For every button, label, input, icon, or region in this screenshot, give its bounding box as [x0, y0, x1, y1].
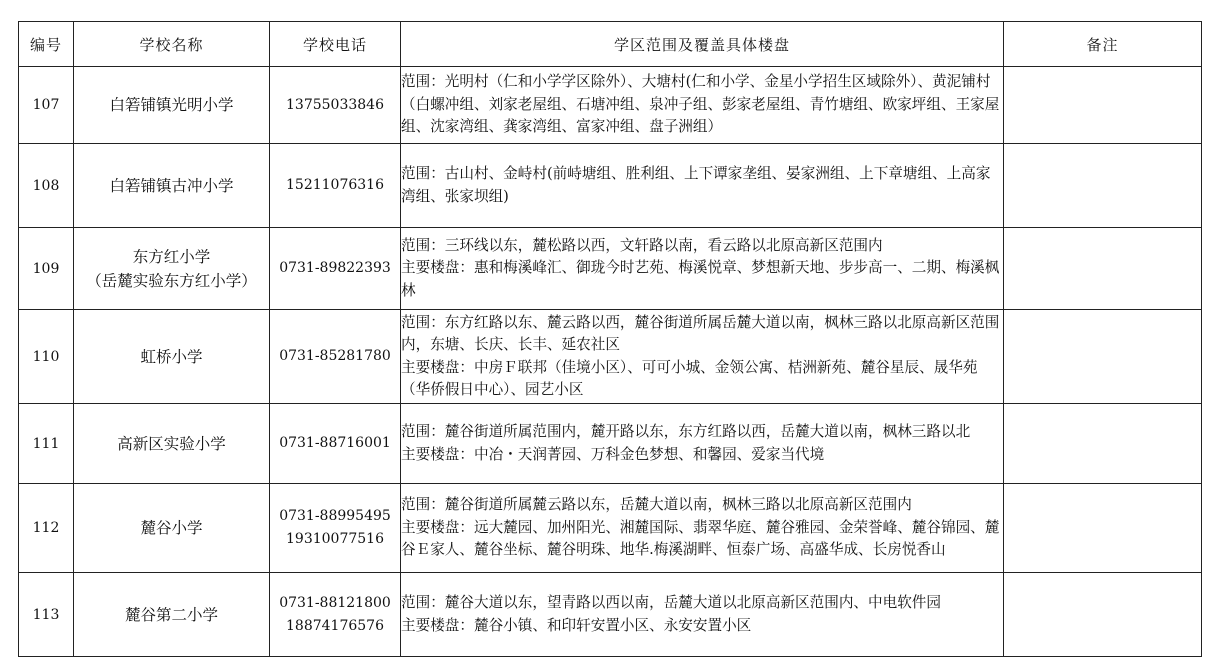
school-phone-cell: [270, 67, 401, 144]
table-row: [19, 67, 1202, 144]
header-note: 备注: [1004, 22, 1202, 67]
school-name-cell: [74, 310, 270, 404]
district-range-text: 范围：三环线以东，麓松路以西，文轩路以南，看云路以北原高新区范围内: [401, 236, 883, 254]
district-range-cell: [401, 404, 1004, 484]
district-range-text: 范围：麓谷街道所属范围内，麓开路以东，东方红路以西，岳麓大道以南，枫林三路以北: [401, 423, 971, 440]
school-name-cell: [74, 404, 270, 484]
row-number: 107: [19, 67, 74, 144]
note-cell: [1004, 404, 1202, 484]
district-range-text: 范围：光明村（仁和小学学区除外）、大塘村(仁和小学、金星小学招生区域除外）、黄泥铺村（白螺冲组、刘家老屋组、石塘冲组、泉冲子组、彭家老屋组、青竹塘组、欧家坪组、王家屋组、沈家湾组、龚家湾组、富家冲组、盘子洲组）: [401, 73, 1000, 136]
school-name-cell: [74, 67, 270, 144]
table-row: [19, 144, 1202, 228]
table-row: [19, 228, 1202, 310]
school-phone: 0731-88121800: [279, 594, 391, 611]
row-number: 113: [19, 573, 74, 657]
row-number: 110: [19, 310, 74, 404]
school-phone: 0731-85281780: [279, 348, 391, 364]
school-name-cell: [74, 573, 270, 657]
school-name: 虹桥小学: [140, 347, 203, 366]
school-phone-cell: [270, 484, 401, 573]
school-name: 东方红小学: [132, 247, 211, 266]
school-phone-cell: [270, 228, 401, 310]
district-range-cell: [401, 67, 1004, 144]
district-range-text: 主要楼盘：中冶・天润菁园、万科金色梦想、和馨园、爱家当代境: [401, 445, 825, 463]
header-district-range: 学区范围及覆盖具体楼盘: [401, 22, 1004, 67]
district-range-cell: [401, 573, 1004, 657]
district-range-cell: [401, 144, 1004, 228]
table-row: [19, 484, 1202, 573]
row-number: 112: [19, 484, 74, 573]
school-phone-cell: [270, 573, 401, 657]
school-phone: 13755033846: [286, 96, 384, 113]
school-phone: 0731-88995495: [279, 508, 391, 524]
school-name: 白箬铺镇光明小学: [109, 96, 234, 114]
district-range-text: 范围：古山村、金峙村(前峙塘组、胜利组、上下谭家垄组、晏家洲组、上下章塘组、上高家湾组、张家坝组): [401, 165, 991, 205]
note-cell: [1004, 67, 1202, 144]
header-num: 编号: [19, 22, 74, 67]
row-number: 111: [19, 404, 74, 484]
district-range-text: 主要楼盘：麓谷小镇、和印轩安置小区、永安安置小区: [401, 616, 752, 634]
school-name: 麓谷第二小学: [124, 605, 218, 624]
note-cell: [1004, 228, 1202, 310]
district-range-text: 范围：麓谷街道所属麓云路以东，岳麓大道以南，枫林三路以北原高新区范围内: [401, 496, 912, 514]
district-range-cell: [401, 484, 1004, 573]
header-school-name: 学校名称: [74, 22, 270, 67]
district-range-cell: [401, 310, 1004, 404]
page: [18, 21, 1202, 657]
row-number: 108: [19, 144, 74, 228]
school-name-cell: [74, 144, 270, 228]
school-phone: 0731-89822393: [279, 260, 391, 276]
school-phone: 15211076316: [286, 177, 384, 193]
school-phone: 0731-88716001: [279, 435, 391, 451]
table-row: [19, 310, 1202, 404]
school-name: 高新区实验小学: [117, 434, 226, 453]
table-row: [19, 404, 1202, 484]
school-phone-cell: [270, 404, 401, 484]
school-name-cell: [74, 484, 270, 573]
note-cell: [1004, 484, 1202, 573]
district-range-text: 范围：东方红路以东、麓云路以西，麓谷街道所属岳麓大道以南，枫林三路以北原高新区范围内，东塘、长庆、长丰、延农社区: [401, 313, 1000, 353]
note-cell: [1004, 573, 1202, 657]
row-number: 109: [19, 228, 74, 310]
school-name-cell: [74, 228, 270, 310]
district-range-cell: [401, 228, 1004, 310]
school-name: 白箬铺镇古冲小学: [109, 176, 234, 195]
school-name: （岳麓实验东方红小学）: [86, 271, 257, 290]
note-cell: [1004, 144, 1202, 228]
school-phone-cell: [270, 310, 401, 404]
district-range-text: 范围：麓谷大道以东，望青路以西以南，岳麓大道以北原高新区范围内、中电软件园: [401, 594, 941, 611]
school-phone: 19310077516: [286, 531, 384, 547]
school-name: 麓谷小学: [140, 519, 203, 537]
note-cell: [1004, 310, 1202, 404]
school-phone: 18874176576: [286, 617, 384, 634]
header-school-phone: 学校电话: [270, 22, 401, 67]
table-header-row: [19, 22, 1202, 67]
district-range-text: 主要楼盘：惠和梅溪峰汇、御珑今时艺苑、梅溪悦章、梦想新天地、步步高一、二期、梅溪枫林: [401, 259, 1000, 299]
table-body: [19, 67, 1202, 657]
district-range-text: 主要楼盘：远大麓园、加州阳光、湘麓国际、翡翠华庭、麓谷雅园、金荣誉峰、麓谷锦园、麓谷Ｅ家人、麓谷坐标、麓谷明珠、地华.梅溪湖畔、恒泰广场、高盛华成、长房悦香山: [401, 518, 1000, 559]
table-row: [19, 573, 1202, 657]
district-range-text: 主要楼盘：中房Ｆ联邦（佳境小区）、可可小城、金领公寓、桔洲新苑、麓谷星辰、晟华苑（华侨假日中心）、园艺小区: [401, 358, 978, 398]
school-district-table: [18, 21, 1202, 657]
school-phone-cell: [270, 144, 401, 228]
